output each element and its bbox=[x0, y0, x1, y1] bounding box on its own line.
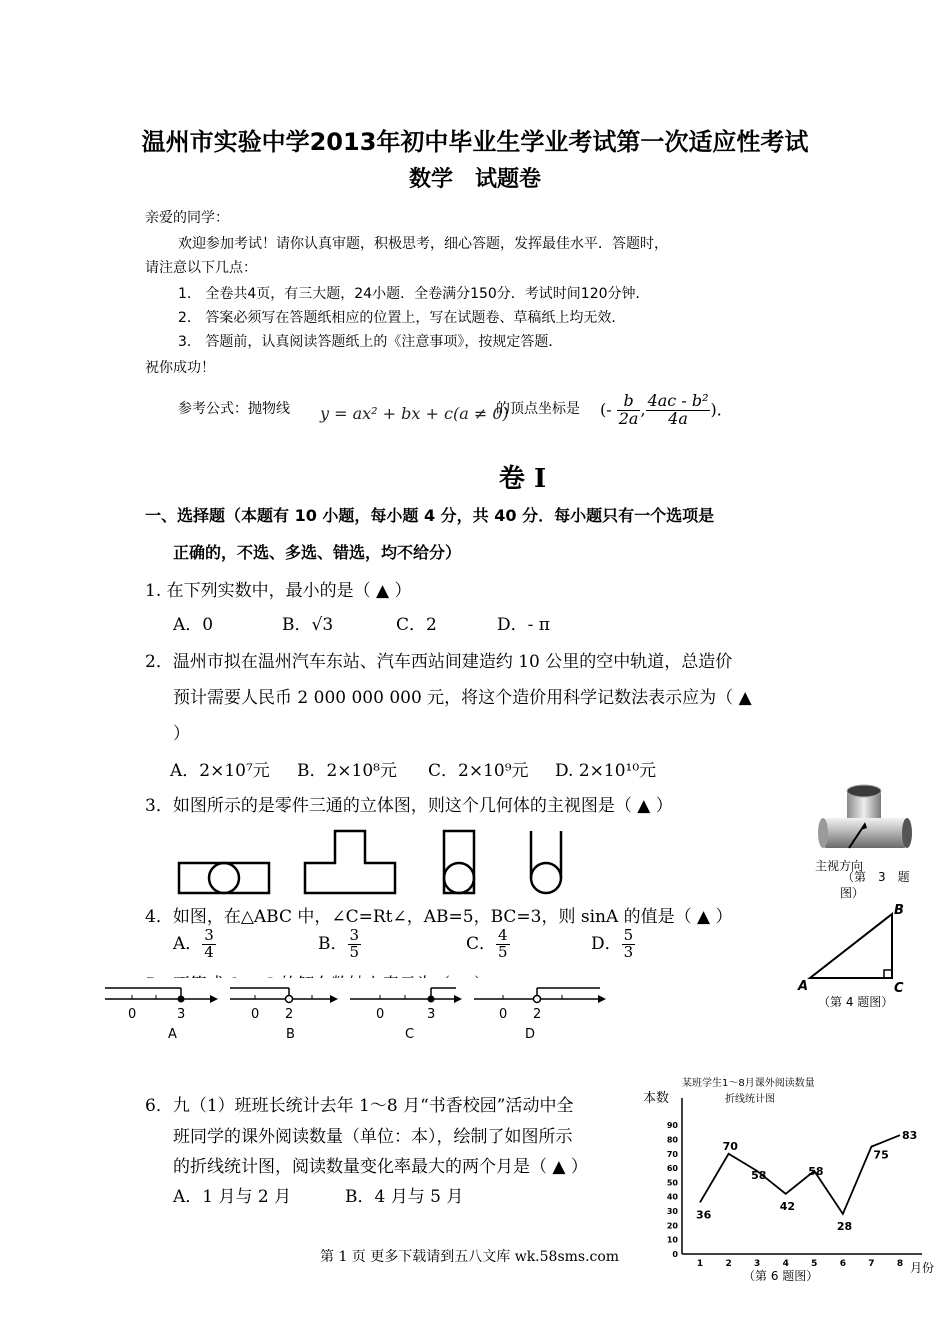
vertex-b-label: B bbox=[894, 903, 904, 918]
data-label: 42 bbox=[779, 1199, 796, 1213]
q4-option-b-label: B． bbox=[318, 933, 348, 954]
page-footer: 第 1 页 更多下载请到五八文库 wk.58sms.com bbox=[320, 1249, 620, 1265]
q6-stem-line-1: 6．九（1）班班长统计去年 1～8 月“书香校园”活动中全 bbox=[145, 1096, 574, 1116]
y-tick-label: 90 bbox=[666, 1121, 678, 1131]
line-c-label: C bbox=[405, 1027, 415, 1042]
chart-data-labels bbox=[696, 1129, 917, 1233]
chart-title: 某班学生1～8月课外阅读数量 bbox=[682, 1078, 815, 1089]
reading-line-chart bbox=[640, 1070, 945, 1285]
frac2-num: 4ac - b² bbox=[647, 391, 709, 410]
q2-option-b: B．2×10⁸元 bbox=[297, 761, 397, 781]
y-tick-label: 30 bbox=[666, 1207, 678, 1217]
q2-option-d: D. 2×10¹⁰元 bbox=[555, 761, 657, 781]
line-b-zero: 0 bbox=[251, 1007, 260, 1022]
line-d-mark: 2 bbox=[533, 1007, 542, 1022]
page-title: 温州市实验中学2013年初中毕业生学业考试第一次适应性考试 bbox=[141, 128, 809, 156]
vertex-x-fraction bbox=[617, 393, 641, 428]
q1-stem: 1. 在下列实数中，最小的是（ ▲ ） bbox=[145, 581, 412, 601]
x-tick-label: 6 bbox=[839, 1259, 846, 1269]
q4-fig-caption: （第 4 题图） bbox=[818, 995, 894, 1009]
data-label: 36 bbox=[696, 1208, 712, 1222]
x-tick-label: 8 bbox=[896, 1259, 904, 1269]
q4-stem: 4．如图，在△ABC 中，∠C=Rt∠，AB=5，BC=3，则 sinA 的值是（ ▲ ） bbox=[145, 907, 733, 927]
volume-heading: 卷 I bbox=[498, 464, 547, 494]
line-a-label: A bbox=[168, 1027, 177, 1042]
x-tick-label: 7 bbox=[868, 1259, 875, 1269]
q4-option-d-fraction bbox=[622, 928, 636, 961]
page-subtitle: 数学 试题卷 bbox=[408, 167, 541, 192]
line-d-label: D bbox=[525, 1027, 536, 1042]
q3-view-options bbox=[170, 826, 580, 898]
line-a-mark: 3 bbox=[177, 1007, 186, 1022]
y-tick-label: 50 bbox=[666, 1178, 678, 1188]
vertex-close: )． bbox=[710, 399, 733, 419]
y-tick-label: 20 bbox=[666, 1221, 678, 1231]
tee-pipe-figure bbox=[815, 782, 915, 862]
chart-caption: （第 6 题图） bbox=[743, 1269, 819, 1283]
vertex-open: (- bbox=[600, 399, 612, 419]
q4-option-c-label: C． bbox=[466, 933, 497, 954]
chart-axes bbox=[682, 1098, 922, 1254]
y-tick-label: 80 bbox=[666, 1135, 678, 1145]
q4-d-den: 3 bbox=[623, 942, 634, 961]
q1-option-b: B．√3 bbox=[282, 615, 334, 635]
q4-option-a-label: A． bbox=[173, 933, 203, 954]
q4-option-d bbox=[591, 928, 635, 961]
section-heading-line-2: 正确的，不选、多选、错选，均不给分） bbox=[173, 543, 462, 562]
welcome-line-2: 请注意以下几点： bbox=[145, 260, 257, 276]
data-label: 75 bbox=[873, 1148, 889, 1162]
y-tick-label: 70 bbox=[666, 1149, 678, 1159]
y-tick-label: 60 bbox=[666, 1164, 678, 1174]
chart-y-ticks bbox=[667, 1121, 679, 1259]
wish: 祝你成功！ bbox=[145, 360, 215, 376]
chart-subtitle: 折线统计图 bbox=[725, 1094, 775, 1105]
x-tick-label: 1 bbox=[696, 1259, 704, 1269]
q3-stem: 3．如图所示的是零件三通的立体图，则这个几何体的主视图是（ ▲ ） bbox=[145, 796, 673, 816]
q4-a-den: 4 bbox=[204, 942, 214, 961]
vertex-y-fraction bbox=[646, 393, 711, 428]
q3-option-a-figure bbox=[179, 863, 269, 893]
q4-option-c-fraction bbox=[496, 928, 510, 961]
chart-x-ticks bbox=[697, 1259, 903, 1269]
chart-xlabel: 月份 bbox=[910, 1261, 935, 1275]
q6-option-b: B．4 月与 5 月 bbox=[345, 1187, 464, 1207]
line-a-zero: 0 bbox=[128, 1007, 137, 1022]
q6-stem-line-3: 的折线统计图，阅读数量变化率最大的两个月是（ ▲ ） bbox=[173, 1157, 588, 1177]
q4-option-b bbox=[318, 928, 361, 961]
q4-triangle-figure bbox=[790, 900, 920, 1010]
line-c-mark: 3 bbox=[427, 1007, 436, 1022]
q1-option-c: C．2 bbox=[396, 615, 437, 635]
q3-arrow-label: 主视方向 bbox=[815, 859, 864, 873]
section-heading-line-1: 一、选择题（本题有 10 小题，每小题 4 分，共 40 分．每小题只有一个选项是 bbox=[145, 506, 715, 525]
y-tick-label: 40 bbox=[666, 1192, 678, 1202]
frac1-den: 2a bbox=[618, 408, 639, 428]
line-d-zero: 0 bbox=[499, 1007, 508, 1022]
q6-option-a: A．1 月与 2 月 bbox=[173, 1187, 292, 1207]
q4-b-den: 5 bbox=[349, 942, 360, 961]
q1-option-d: D．- π bbox=[497, 615, 550, 635]
q4-a-num: 3 bbox=[204, 926, 214, 944]
note-1: 1． 全卷共4页，有三大题，24小题．全卷满分150分．考试时间120分钟． bbox=[178, 286, 650, 302]
note-2: 2． 答案必须写在答题纸相应的位置上，写在试题卷、草稿纸上均无效． bbox=[178, 310, 626, 326]
q3-caption-b: 图） bbox=[840, 886, 865, 900]
q2-option-c: C．2×10⁹元 bbox=[428, 761, 529, 781]
q3-option-d-figure bbox=[531, 831, 561, 893]
q2-stem-line-1: 2．温州市拟在温州汽车东站、汽车西站间建造约 10 公里的空中轨道，总造价 bbox=[145, 652, 733, 672]
line-c-zero: 0 bbox=[376, 1007, 385, 1022]
q4-c-num: 4 bbox=[498, 926, 508, 944]
q1-option-a: A．0 bbox=[173, 615, 214, 635]
line-b-mark: 2 bbox=[285, 1007, 294, 1022]
x-tick-label: 5 bbox=[811, 1259, 818, 1269]
q4-option-d-label: D． bbox=[591, 933, 622, 954]
q2-option-a: A．2×10⁷元 bbox=[170, 761, 270, 781]
vertex-c-label: C bbox=[894, 981, 904, 996]
q3-option-c-figure bbox=[444, 831, 474, 893]
data-label: 70 bbox=[722, 1139, 738, 1153]
q4-d-num: 5 bbox=[623, 926, 634, 944]
frac2-den: 4a bbox=[668, 408, 688, 428]
x-tick-label: 4 bbox=[782, 1259, 789, 1269]
vertex-a-label: A bbox=[798, 979, 809, 994]
chart-ylabel: 本数 bbox=[643, 1091, 670, 1106]
data-label: 58 bbox=[751, 1168, 767, 1182]
note-3: 3． 答题前，认真阅读答题纸上的《注意事项》，按规定答题． bbox=[178, 334, 563, 350]
vertex-formula: (- $\frac{b}{2a}$ , $\frac{\text{4ac - b²}}{4a}$ )． bbox=[600, 391, 733, 428]
q3-option-b-figure bbox=[305, 831, 395, 893]
line-b-label: B bbox=[286, 1027, 295, 1042]
greeting: 亲爱的同学： bbox=[145, 210, 229, 226]
q4-c-den: 5 bbox=[498, 942, 508, 961]
data-label: 58 bbox=[808, 1164, 824, 1178]
data-label: 28 bbox=[836, 1219, 853, 1233]
q4-option-c bbox=[466, 928, 510, 961]
formula-prefix: 参考公式：抛物线 bbox=[178, 401, 290, 417]
welcome-line-1: 欢迎参加考试！请你认真审题，积极思考，细心答题，发挥最佳水平．答题时， bbox=[178, 236, 668, 252]
q6-stem-line-2: 班同学的课外阅读数量（单位：本），绘制了如图所示 bbox=[173, 1127, 573, 1147]
q2-stem-line-3: ） bbox=[173, 724, 190, 744]
formula-middle: 的顶点坐标是 bbox=[496, 401, 580, 417]
q4-option-a-fraction bbox=[202, 928, 216, 961]
q3-caption-a: （第 3 题 bbox=[842, 870, 910, 884]
x-tick-label: 3 bbox=[754, 1259, 761, 1269]
q4-option-b-fraction bbox=[348, 928, 362, 961]
y-tick-label: 0 bbox=[672, 1250, 678, 1259]
q4-b-num: 3 bbox=[349, 926, 360, 944]
q4-option-a bbox=[173, 928, 216, 961]
formula-equation: y = ax² + bx + c(a ≠ 0) bbox=[320, 404, 509, 423]
x-tick-label: 2 bbox=[725, 1259, 732, 1269]
data-label: 83 bbox=[902, 1129, 918, 1143]
y-tick-label: 10 bbox=[666, 1235, 678, 1245]
frac1-num: b bbox=[617, 393, 641, 411]
q2-stem-line-2: 预计需要人民币 2 000 000 000 元，将这个造价用科学记数法表示应为（ ▲ bbox=[173, 688, 752, 708]
q5-number-lines bbox=[100, 978, 620, 1048]
